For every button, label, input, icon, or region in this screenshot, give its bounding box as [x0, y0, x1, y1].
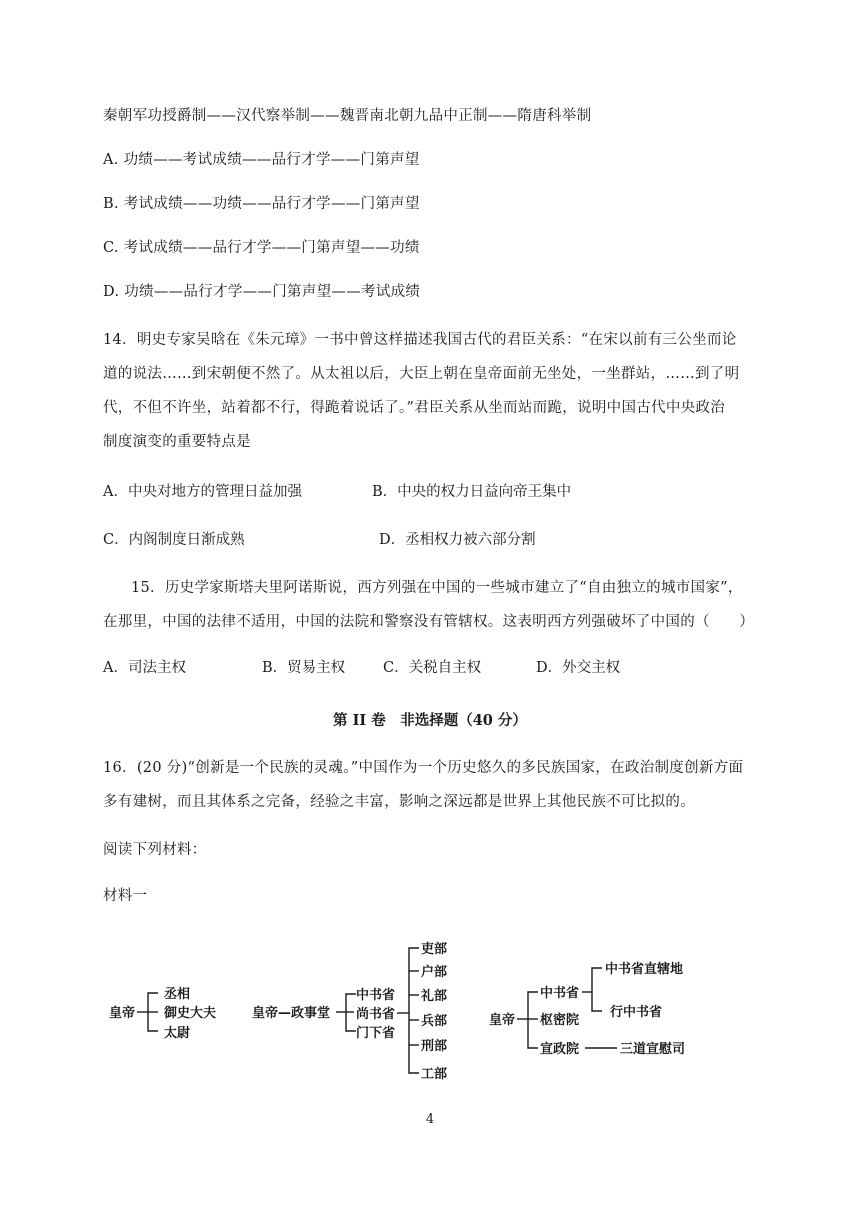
q14-option-b: B．中央的权力日益向帝王集中	[372, 484, 572, 500]
d2-root: 皇帝—政事堂	[252, 1006, 331, 1021]
q13-option-b: B. 考试成绩——功绩——品行才学——门第声望	[103, 196, 420, 212]
d1-root: 皇帝	[109, 1006, 136, 1021]
d3-xuanzheng-child: 三道宣慰司	[620, 1042, 686, 1057]
q15-option-d: D．外交主权	[536, 660, 621, 676]
q14-option-a: A．中央对地方的管理日益加强	[103, 484, 302, 500]
d2-leaf-5: 刑部	[421, 1039, 448, 1054]
q15-option-a: A．司法主权	[103, 660, 186, 676]
diagram-yuan	[489, 961, 685, 1057]
d2-leaf-6: 工部	[421, 1067, 448, 1082]
q14-option-d: D．丞相权力被六部分割	[379, 532, 536, 548]
q14-option-c: C．内阁制度日渐成熟	[103, 532, 245, 548]
q16-line-1: 16．(20 分)“创新是一个民族的灵魂。”中国作为一个历史悠久的多民族国家，在政治制度创新方面	[103, 760, 744, 776]
d2-mid-1: 中书省	[356, 988, 396, 1003]
q15-option-b: B．贸易主权	[262, 660, 346, 676]
q13-option-d: D. 功绩——品行才学——门第声望——考试成绩	[103, 284, 421, 300]
material-one-diagram	[0, 930, 860, 1090]
d2-mid-2: 尚书省	[356, 1007, 396, 1022]
q13-option-a: A. 功绩——考试成绩——品行才学——门第声望	[103, 152, 420, 168]
d2-leaf-4: 兵部	[421, 1014, 448, 1029]
d1-child-1: 丞相	[164, 987, 191, 1002]
d2-mid-3: 门下省	[356, 1026, 396, 1041]
q15-option-c: C．关税自主权	[383, 660, 482, 676]
d3-root: 皇帝	[489, 1013, 516, 1028]
section-title: 第 II 卷 非选择题（40 分）	[333, 712, 527, 729]
d1-child-2: 御史大夫	[164, 1006, 217, 1021]
diagram-tang	[252, 941, 447, 1082]
q16-line-2: 多有建树，而且其体系之完备，经验之丰富，影响之深远都是世界上其他民族不可比拟的。	[103, 794, 695, 810]
q14-line-3: 代，不但不许坐，站着都不行，得跪着说话了。”君臣关系从坐而站而跪，说明中国古代中央政治	[103, 400, 726, 416]
d2-leaf-3: 礼部	[421, 989, 448, 1004]
q16-read-prompt: 阅读下列材料：	[103, 842, 207, 858]
d1-child-3: 太尉	[164, 1026, 191, 1041]
d3-child-3: 宣政院	[540, 1042, 580, 1057]
q13-option-c: C. 考试成绩——品行才学——门第声望——功绩	[103, 240, 420, 256]
q14-line-4: 制度演变的重要特点是	[103, 434, 251, 450]
d3-child-2: 枢密院	[540, 1013, 580, 1028]
d2-leaf-1: 吏部	[421, 942, 448, 957]
d2-leaf-2: 户部	[421, 965, 448, 980]
q15-line-2: 在那里，中国的法律不适用，中国的法院和警察没有管辖权。这表明西方列强破坏了中国的（ ）	[103, 614, 755, 630]
d3-zhongshu-child-2: 行中书省	[610, 1005, 663, 1020]
page-number: 4	[425, 1112, 435, 1127]
q14-line-2: 道的说法……到宋朝便不然了。从太祖以后，大臣上朝在皇帝面前无坐处，一坐群站，……到了明	[103, 366, 740, 382]
d3-child-1: 中书省	[540, 986, 580, 1001]
q14-line-1: 14．明史专家吴晗在《朱元璋》一书中曾这样描述我国古代的君臣关系：“在宋以前有三公坐而论	[103, 332, 737, 348]
diagram-qin-han	[109, 986, 216, 1041]
q16-material-label: 材料一	[103, 888, 148, 904]
d3-zhongshu-child-1: 中书省直辖地	[605, 962, 684, 977]
q13-stem: 秦朝军功授爵制——汉代察举制——魏晋南北朝九品中正制——隋唐科举制	[103, 108, 592, 124]
q15-line-1: 15．历史学家斯塔夫里阿诺斯说，西方列强在中国的一些城市建立了“自由独立的城市国家”，	[131, 580, 743, 596]
